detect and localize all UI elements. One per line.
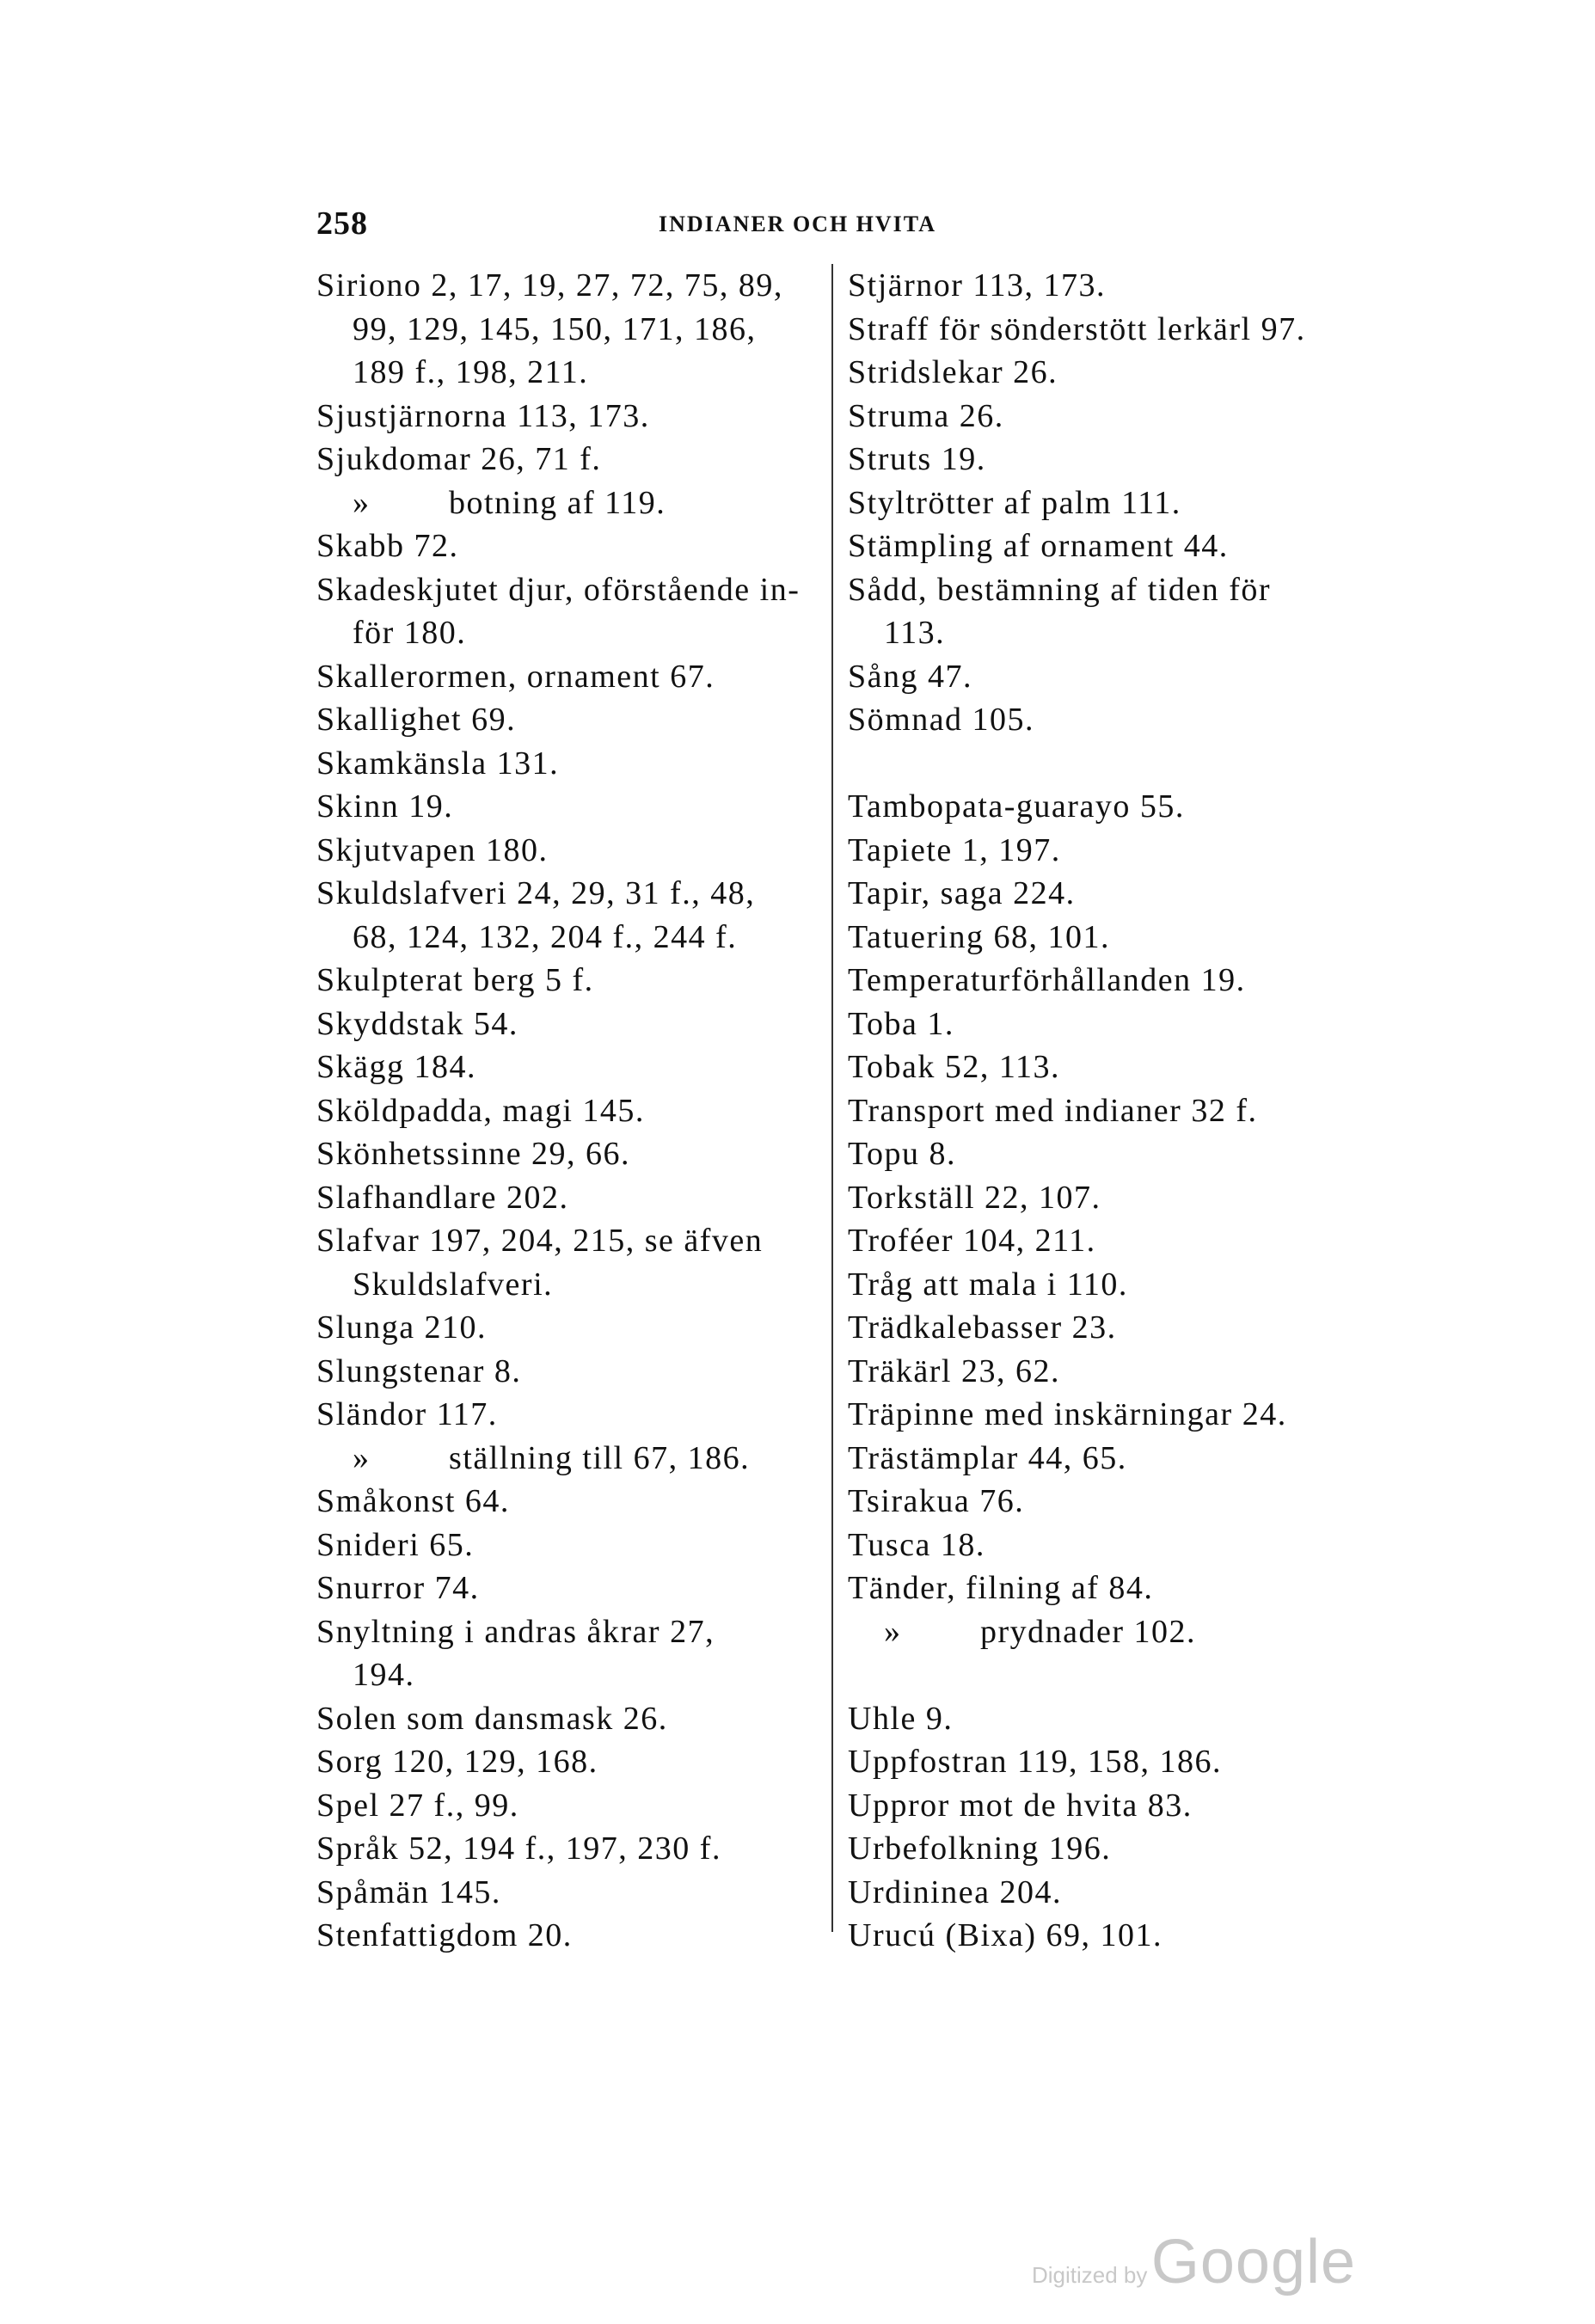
index-entry-text: Sjukdomar 26, 71 f. — [316, 441, 602, 477]
index-entry-text: Sorg 120, 129, 168. — [316, 1744, 598, 1780]
index-entry-text: botning af 119. — [449, 484, 666, 521]
index-entry-text: Tänder, filning af 84. — [848, 1570, 1154, 1606]
index-entry — [848, 438, 1398, 481]
watermark-brand: Google — [1150, 2228, 1357, 2296]
watermark-prefix: Digitized by — [1032, 2262, 1148, 2288]
index-entry — [848, 1437, 1398, 1481]
index-entry — [848, 1263, 1398, 1307]
index-entry — [848, 829, 1398, 873]
index-entry-text: Tobak 52, 113. — [848, 1049, 1061, 1085]
index-entry — [316, 1089, 824, 1133]
column-divider — [831, 264, 833, 1932]
index-entry-text: 99, 129, 145, 150, 171, 186, — [353, 310, 757, 347]
index-entry-text: Uppfostran 119, 158, 186. — [848, 1744, 1223, 1780]
index-entry — [316, 395, 824, 438]
index-entry — [848, 395, 1398, 438]
index-entry-text: Topu 8. — [848, 1136, 957, 1172]
index-entry-text: Siriono 2, 17, 19, 27, 72, 75, 89, — [316, 267, 783, 304]
index-entry-continuation — [316, 1653, 824, 1697]
index-entry — [848, 1740, 1398, 1784]
index-entry-text: Toba 1. — [848, 1005, 954, 1042]
index-entry-text: Slunga 210. — [316, 1309, 488, 1346]
index-entry-text: Spåmän 145. — [316, 1873, 501, 1910]
index-entry-continuation — [316, 308, 824, 352]
index-entry-text: Skallighet 69. — [316, 702, 517, 738]
index-entry — [316, 1697, 824, 1741]
index-entry-text: Sländor 117. — [316, 1396, 498, 1432]
index-entry-text: Urdininea 204. — [848, 1873, 1062, 1910]
index-entry-text: Uppror mot de hvita 83. — [848, 1787, 1193, 1824]
index-entry-text: Trästämplar 44, 65. — [848, 1439, 1127, 1476]
index-entry — [316, 1740, 824, 1784]
index-entry — [316, 1567, 824, 1610]
index-entry-text: Trädkalebasser 23. — [848, 1309, 1117, 1346]
index-entry — [316, 1480, 824, 1524]
index-entry — [848, 568, 1398, 612]
index-entry-text: Skinn 19. — [316, 788, 454, 825]
ditto-mark: » — [353, 484, 371, 521]
index-entry-text: Torkställ 22, 107. — [848, 1179, 1101, 1216]
index-entry-text: Skyddstak 54. — [316, 1005, 518, 1042]
index-entry — [848, 308, 1398, 352]
index-entry-text: Skjutvapen 180. — [316, 831, 549, 868]
index-entry — [848, 655, 1398, 699]
index-entry — [316, 1393, 824, 1437]
index-entry-text: Slafhandlare 202. — [316, 1179, 569, 1216]
index-entry — [848, 1089, 1398, 1133]
index-entry — [316, 524, 824, 568]
ditto-mark: » — [353, 1439, 371, 1476]
index-entry-text: prydnader 102. — [980, 1613, 1197, 1650]
index-entry-text: Skägg 184. — [316, 1049, 476, 1085]
index-entry-text: Tsirakua 76. — [848, 1483, 1025, 1519]
index-entry — [316, 1219, 824, 1263]
index-entry-text: Stjärnor 113, 173. — [848, 267, 1107, 304]
index-entry — [316, 1610, 824, 1654]
index-entry-text: Stämpling af ornament 44. — [848, 528, 1229, 564]
index-entry-text: Uhle 9. — [848, 1700, 954, 1737]
index-entry — [848, 785, 1398, 829]
index-entry-text: Sköldpadda, magi 145. — [316, 1092, 645, 1129]
index-entry-text: Tusca 18. — [848, 1526, 985, 1563]
index-entry-text: Skadeskjutet djur, oförstående in- — [316, 571, 801, 608]
index-entry-text: Tapir, saga 224. — [848, 875, 1076, 911]
index-entry-text: Sömnad 105. — [848, 702, 1035, 738]
index-entry-text: Temperaturförhållanden 19. — [848, 962, 1246, 998]
index-entry — [848, 872, 1398, 916]
index-entry-text: Slungstenar 8. — [316, 1352, 522, 1389]
index-entry-text: Snurror 74. — [316, 1570, 480, 1606]
index-entry-continuation — [848, 611, 1398, 655]
section-gap — [848, 1653, 1398, 1697]
index-entry — [316, 568, 824, 612]
index-entry-text: 194. — [353, 1657, 415, 1693]
index-entry — [848, 1132, 1398, 1176]
index-entry — [848, 1306, 1398, 1350]
index-entry-continuation — [316, 916, 824, 960]
index-entry-text: Skulpterat berg 5 f. — [316, 962, 594, 998]
index-entry-text: Småkonst 64. — [316, 1483, 510, 1519]
index-entry — [848, 351, 1398, 395]
index-entry-text: Solen som dansmask 26. — [316, 1700, 668, 1737]
index-entry-text: Stenfattigdom 20. — [316, 1917, 573, 1953]
index-entry — [848, 1219, 1398, 1263]
index-entry-text: Spel 27 f., 99. — [316, 1787, 519, 1824]
index-entry — [848, 1393, 1398, 1437]
index-entry-text: Skabb 72. — [316, 528, 459, 564]
index-entry-text: Snideri 65. — [316, 1526, 475, 1563]
index-entry — [316, 1350, 824, 1394]
index-entry — [848, 1567, 1398, 1610]
page-number: 258 — [316, 205, 368, 242]
index-entry — [316, 438, 824, 481]
digitized-watermark — [1032, 2227, 1356, 2297]
index-entry-text: Tråg att mala i 110. — [848, 1266, 1128, 1303]
index-entry-continuation — [316, 351, 824, 395]
index-entry — [848, 959, 1398, 1003]
index-entry — [316, 1306, 824, 1350]
index-entry — [316, 1871, 824, 1915]
index-entry-text: Skönhetssinne 29, 66. — [316, 1136, 631, 1172]
index-entry — [316, 959, 824, 1003]
index-entry-text: Stridslekar 26. — [848, 354, 1058, 390]
index-subentry — [848, 1610, 1398, 1654]
index-entry-text: Tapiete 1, 197. — [848, 831, 1061, 868]
ditto-mark: » — [884, 1613, 902, 1650]
index-entry-text: Straff för sönderstött lerkärl 97. — [848, 310, 1306, 347]
index-entry-text: Sång 47. — [848, 658, 972, 695]
index-entry-text: 68, 124, 132, 204 f., 244 f. — [353, 918, 738, 955]
index-entry-text: Tatuering 68, 101. — [848, 918, 1111, 955]
index-entry-text: Sjustjärnorna 113, 173. — [316, 397, 650, 434]
index-entry — [848, 1480, 1398, 1524]
index-entry — [848, 1827, 1398, 1871]
index-entry — [316, 1784, 824, 1828]
index-entry — [848, 1784, 1398, 1828]
index-entry — [316, 1003, 824, 1046]
index-entry — [316, 785, 824, 829]
index-entry-continuation — [316, 1263, 824, 1307]
index-entry-text: Troféer 104, 211. — [848, 1223, 1096, 1259]
index-entry — [316, 829, 824, 873]
index-entry-text: ställning till 67, 186. — [449, 1439, 751, 1476]
index-column-left — [316, 264, 824, 1958]
index-entry — [848, 916, 1398, 960]
index-entry — [316, 1176, 824, 1220]
index-entry — [316, 1914, 824, 1958]
index-entry-text: Tambopata-guarayo 55. — [848, 788, 1185, 825]
index-subentry — [316, 1437, 824, 1481]
index-entry-text: Skuldslafveri 24, 29, 31 f., 48, — [316, 875, 756, 911]
index-entry-text: Slafvar 197, 204, 215, se äfven — [316, 1223, 764, 1259]
index-entry — [848, 1176, 1398, 1220]
index-entry-text: Struts 19. — [848, 441, 986, 477]
index-entry — [848, 1045, 1398, 1089]
index-entry — [316, 655, 824, 699]
index-entry — [316, 742, 824, 786]
index-entry-text: Urbefolkning 196. — [848, 1830, 1112, 1867]
index-entry — [316, 1524, 824, 1567]
index-entry — [316, 1132, 824, 1176]
index-entry-text: Transport med indianer 32 f. — [848, 1092, 1258, 1129]
index-entry-text: Skuldslafveri. — [353, 1266, 554, 1303]
index-entry — [848, 1914, 1398, 1958]
index-entry — [848, 698, 1398, 742]
index-entry — [848, 1350, 1398, 1394]
index-entry-text: Snyltning i andras åkrar 27, — [316, 1613, 715, 1650]
index-entry-text: för 180. — [353, 615, 467, 651]
index-entry-text: 189 f., 198, 211. — [353, 354, 589, 390]
index-entry-text: 113. — [884, 615, 946, 651]
index-entry — [316, 698, 824, 742]
index-entry-text: Träkärl 23, 62. — [848, 1352, 1060, 1389]
index-entry — [848, 1697, 1398, 1741]
index-entry — [848, 1524, 1398, 1567]
index-entry-text: Sådd, bestämning af tiden för — [848, 571, 1272, 608]
index-entry — [848, 1003, 1398, 1046]
index-entry-text: Skallerormen, ornament 67. — [316, 658, 715, 695]
index-entry-text: Språk 52, 194 f., 197, 230 f. — [316, 1830, 721, 1867]
index-entry — [316, 872, 824, 916]
index-entry — [848, 481, 1398, 525]
index-entry-text: Träpinne med inskärningar 24. — [848, 1396, 1287, 1432]
section-gap — [848, 742, 1398, 786]
index-entry — [316, 1045, 824, 1089]
running-head: INDIANER OCH HVITA — [659, 212, 936, 236]
index-column-right — [848, 264, 1398, 1958]
index-entry — [848, 264, 1398, 308]
index-entry-text: Urucú (Bixa) 69, 101. — [848, 1917, 1163, 1953]
index-entry — [316, 264, 824, 308]
index-entry — [848, 1871, 1398, 1915]
index-entry-text: Struma 26. — [848, 397, 1004, 434]
index-subentry — [316, 481, 824, 525]
index-entry-text: Styltrötter af palm 111. — [848, 484, 1181, 521]
index-entry-text: Skamkänsla 131. — [316, 745, 560, 782]
index-entry-continuation — [316, 611, 824, 655]
index-entry — [316, 1827, 824, 1871]
index-entry — [848, 524, 1398, 568]
